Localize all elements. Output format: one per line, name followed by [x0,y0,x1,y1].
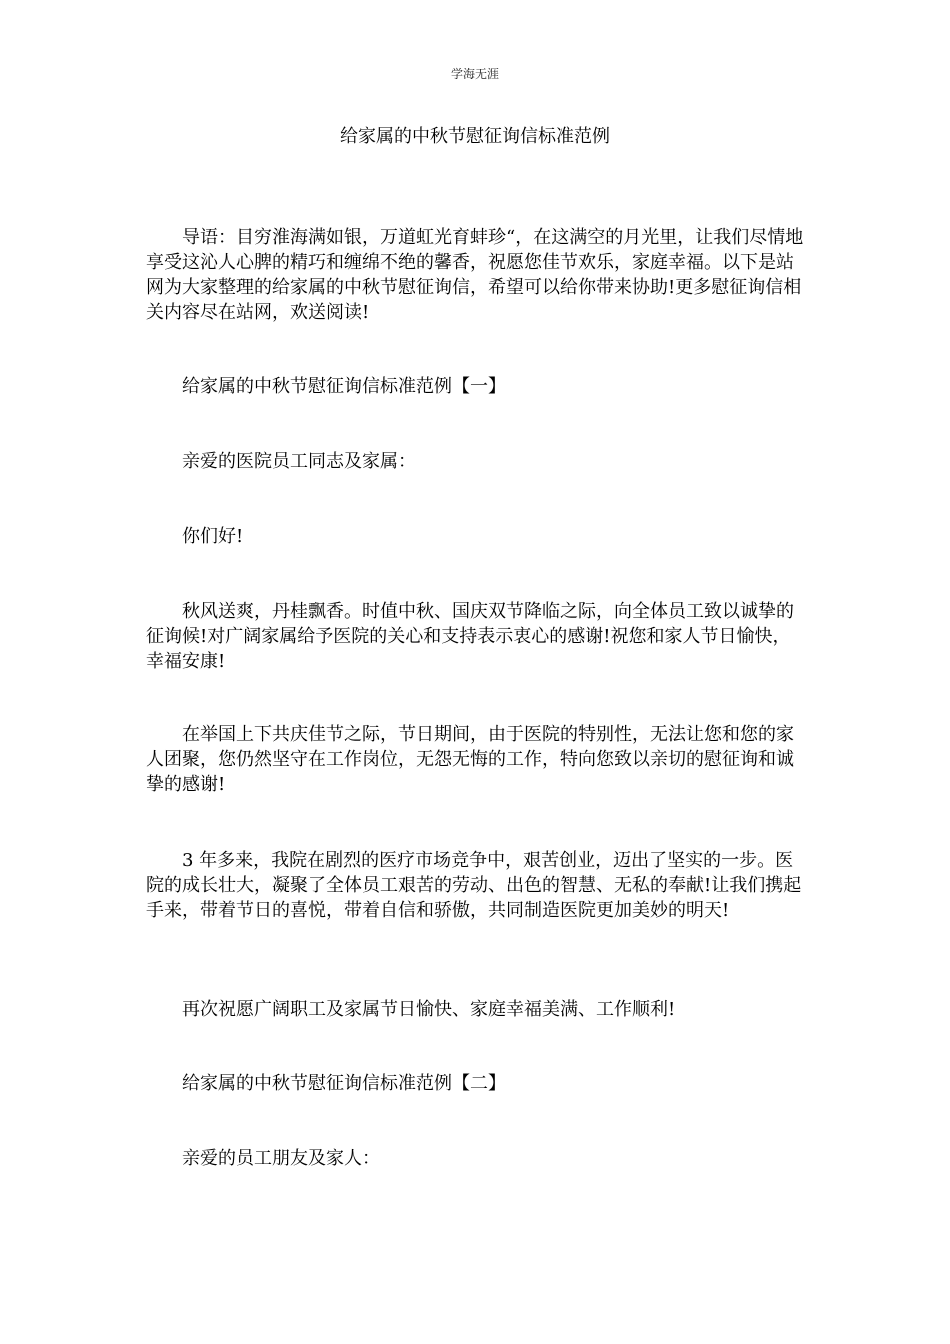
section-heading-2: 给家属的中秋节慰征询信标准范例【二】 [182,1073,506,1094]
body-paragraph-3: 3 年多来，我院在剧烈的医疗市场竞争中，艰苦创业，迈出了坚实的一步。医院的成长壮大，凝聚了全体员工艰苦的劳动、出色的智慧、无私的奉献!让我们携起手来，带着节日的喜悦，带着自信和骄傲，共同制造医院更加美妙的明天! [146,850,802,921]
body-paragraph-1: 秋风送爽，丹桂飘香。时值中秋、国庆双节降临之际，向全体员工致以诚挚的征询候!对广阔家属给予医院的关心和支持表示衷心的感谢!祝您和家人节日愉快，幸福安康! [146,601,794,672]
greeting-1: 你们好! [182,526,244,547]
body-paragraph-4: 再次祝愿广阔职工及家属节日愉快、家庭幸福美满、工作顺利! [182,999,676,1020]
salutation-1: 亲爱的医院员工同志及家属： [182,451,416,472]
body-paragraph-2: 在举国上下共庆佳节之际，节日期间，由于医院的特别性，无法让您和您的家人团聚，您仍然坚守在工作岗位，无怨无悔的工作，特向您致以亲切的慰征询和诚挚的感谢! [146,724,794,795]
page-header-watermark: 学海无涯 [450,67,499,81]
salutation-2: 亲爱的员工朋友及家人： [182,1148,380,1169]
document-title: 给家属的中秋节慰征询信标准范例 [340,126,610,147]
section-heading-1: 给家属的中秋节慰征询信标准范例【一】 [182,376,506,397]
intro-paragraph: 导语：目穷淮海满如银，万道虹光育蚌珍“，在这满空的月光里，让我们尽情地享受这沁人心脾的精巧和缠绵不绝的馨香，祝愿您佳节欢乐，家庭幸福。以下是站网为大家整理的给家属的中秋节慰征询信，希望可以给你带来协助!更多慰征询信相关内容尽在站网，欢送阅读! [146,227,804,323]
